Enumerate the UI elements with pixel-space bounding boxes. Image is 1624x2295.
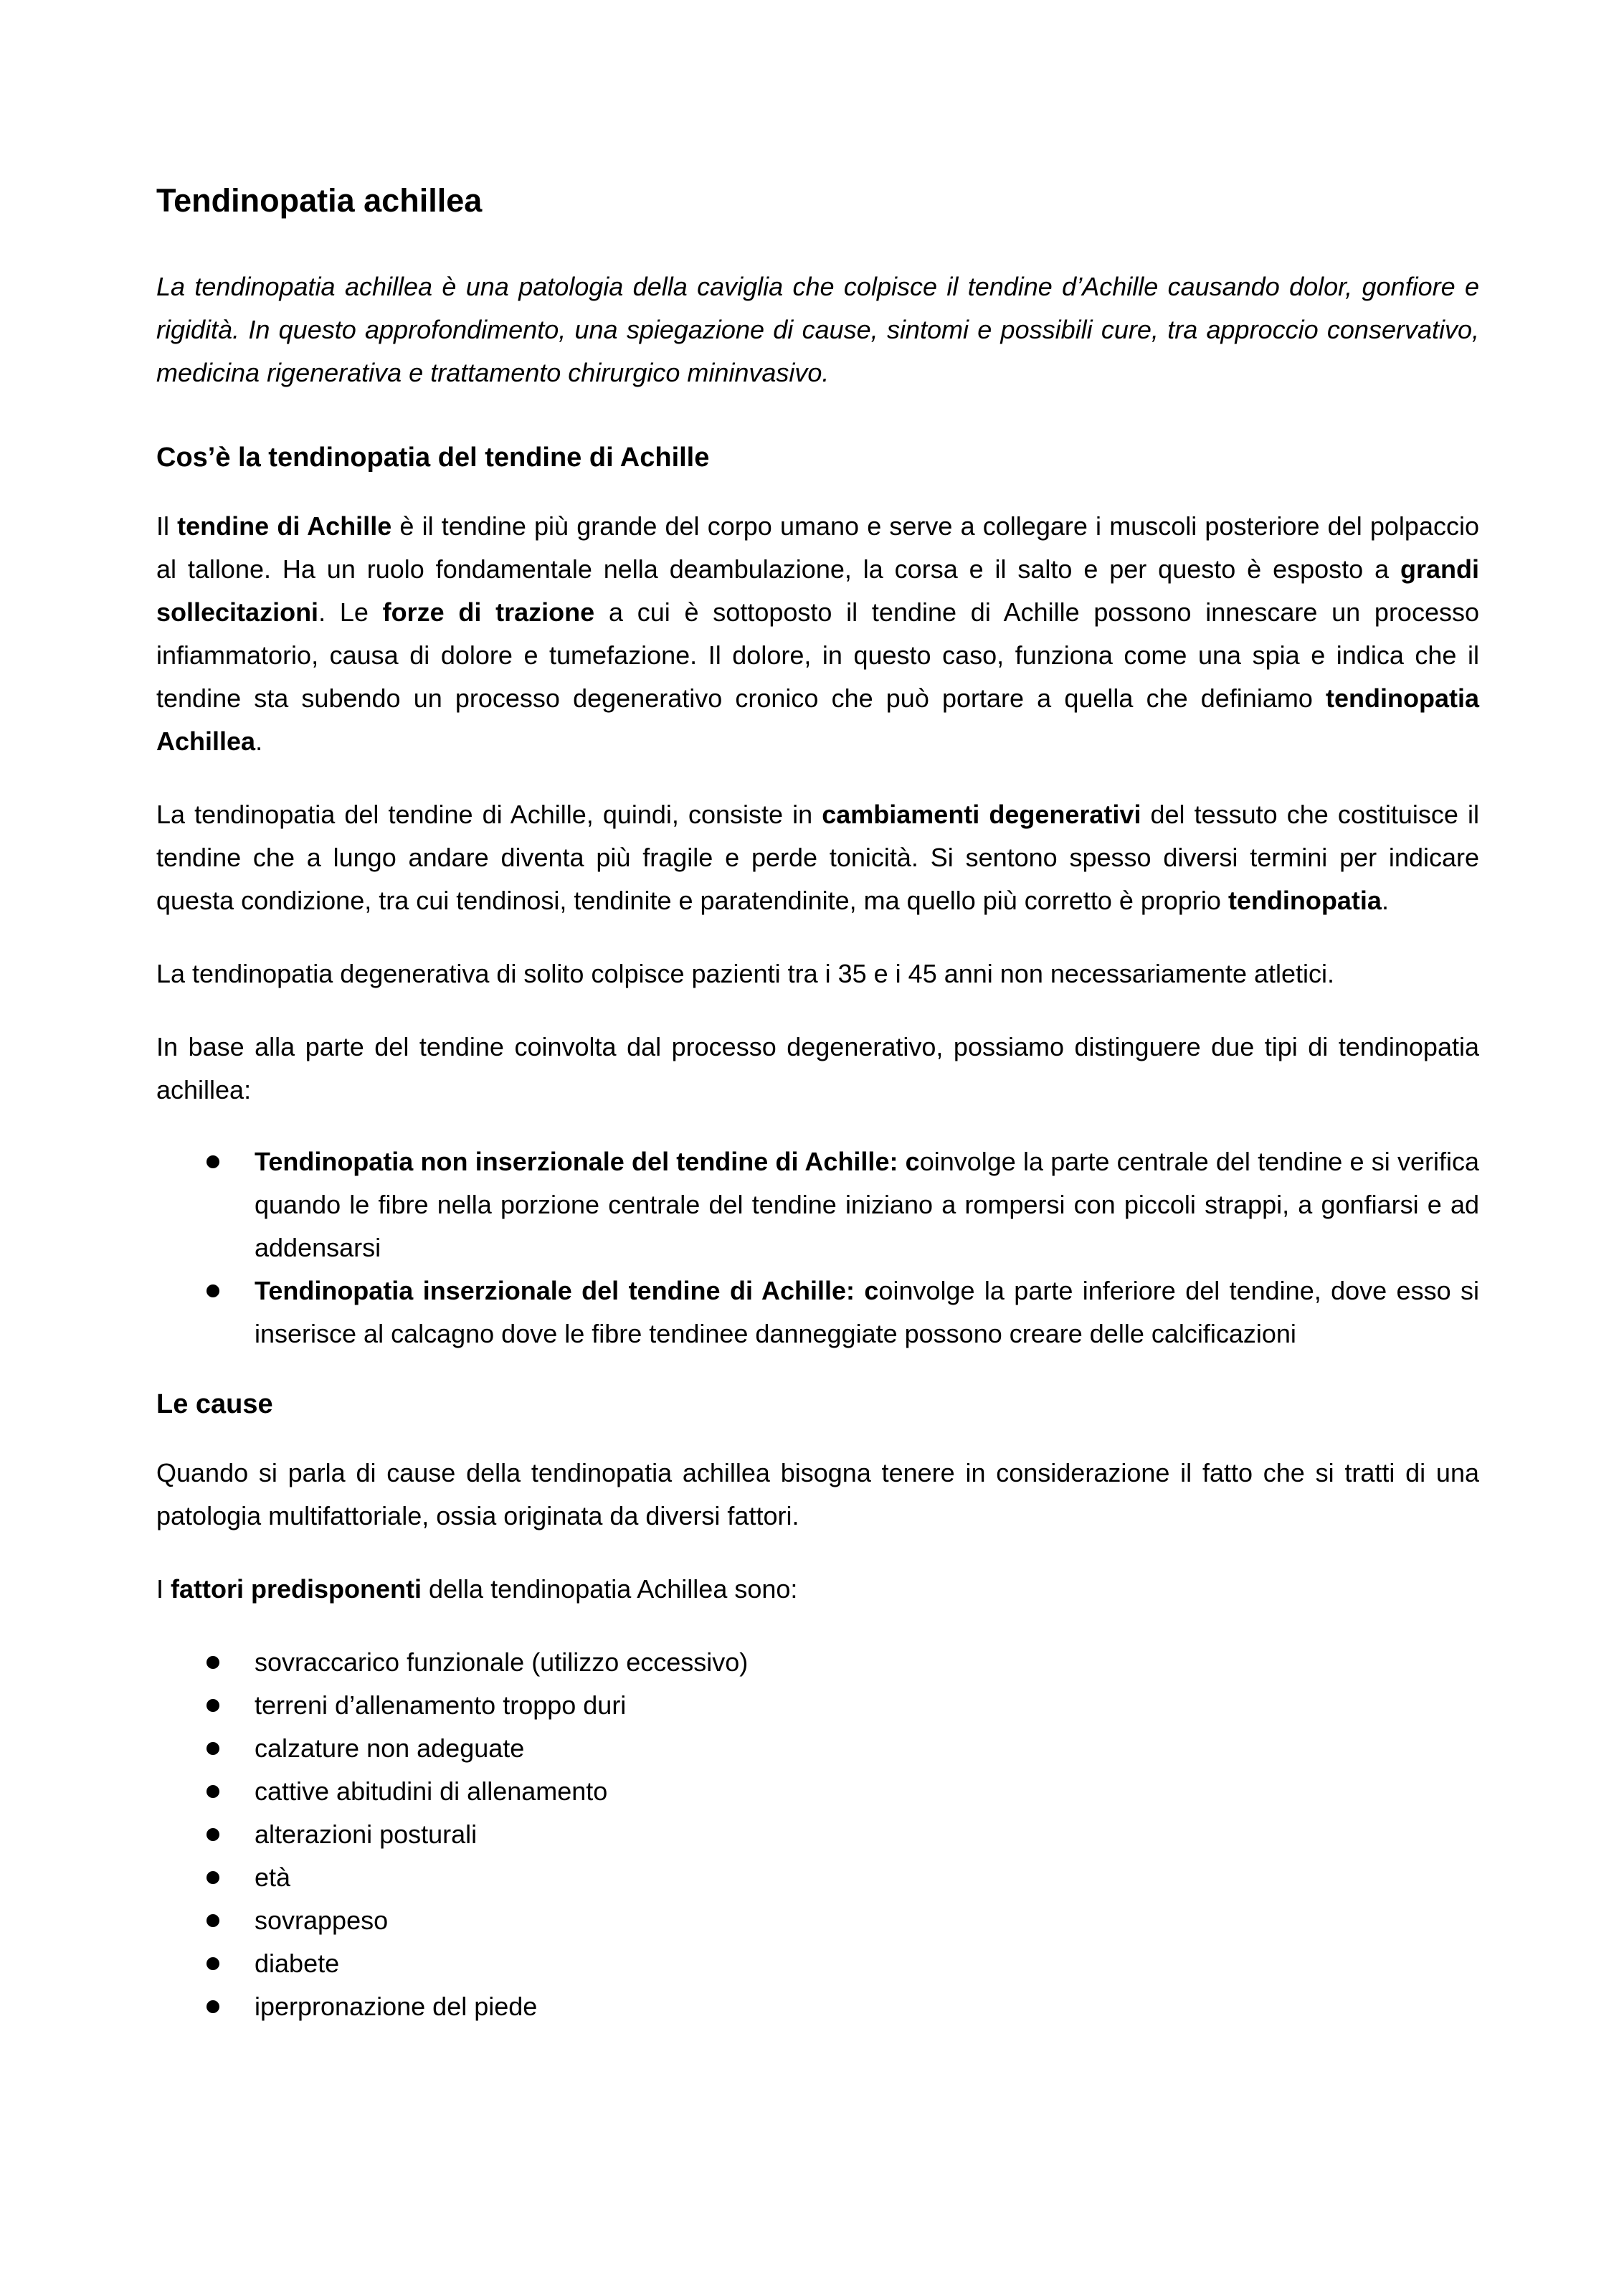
page-title: Tendinopatia achillea [156,182,483,219]
text-run: della tendinopatia Achillea sono: [422,1574,798,1604]
section-heading-what-is: Cos’è la tendinopatia del tendine di Achille [156,443,710,473]
paragraph-multifactorial: Quando si parla di cause della tendinopatia achillea bisogna tenere in considerazione il fatto che si tratti di una patologia multifattoriale, ossia originata da diversi fattori. [156,1458,1479,1530]
list-item: calzature non adeguate [156,1727,1479,1770]
document-page [156,179,1479,2058]
bold-run: forze di trazione [382,597,595,627]
list-item: età [156,1856,1479,1899]
paragraph-factors-intro [156,1568,1479,1611]
text-run: oinvolge la parte inferiore del tendine, dove esso si inserisce al calcagno dove le fibre tendinee danneggiate possono creare delle calcificazioni [255,1276,1479,1348]
text-run: a cui è sottoposto il tendine di Achille possono innescare un processo infiammatorio, causa di dolore e tumefazione. Il dolore, in questo caso, funziona come una spia e indica che il tendine sta subendo un processo degenerativo cronico che può portare a quella che definiamo [156,597,1479,713]
list-item: terreni d’allenamento troppo duri [156,1684,1479,1727]
tendinopathy-types-list [156,1140,1479,1355]
text-run: . [1381,886,1389,915]
bold-run: cambiamenti degenerativi [822,800,1141,829]
text-run: è il tendine più grande del corpo umano e serve a collegare i muscoli posteriore del polpaccio al tallone. Ha un ruolo fondamentale nella deambulazione, la corsa e il salto e per questo è esposto a [156,511,1479,584]
bold-run: tendine di Achille [177,511,392,541]
bold-run: fattori predisponenti [171,1574,422,1604]
list-item: sovrappeso [156,1899,1479,1942]
list-item: cattive abitudini di allenamento [156,1770,1479,1813]
list-item [156,1269,1479,1355]
text-run: La tendinopatia del tendine di Achille, quindi, consiste in [156,800,822,829]
intro-paragraph: La tendinopatia achillea è una patologia della caviglia che colpisce il tendine d’Achille causando dolor, gonfiore e rigidità. In questo approfondimento, una spiegazione di cause, sintomi e possibili cure, tra approccio conservativo, medicina rigenerativa e trattamento chirurgico mininvasivo. [156,272,1479,387]
text-run: del tessuto che costituisce il tendine che a lungo andare diventa più fragile e perde tonicità. Si sentono spesso diversi termini per indicare questa condizione, tra cui tendinosi, tendinite e paratendinite, ma quello più corretto è proprio [156,800,1479,915]
text-run: . [255,727,263,756]
bold-run: tendinopatia Achillea [156,683,1479,756]
list-item: alterazioni posturali [156,1813,1479,1856]
paragraph-types-intro: In base alla parte del tendine coinvolta dal processo degenerativo, possiamo distinguere due tipi di tendinopatia achillea: [156,1032,1479,1104]
bold-run: grandi sollecitazioni [156,554,1479,627]
list-item [156,1140,1479,1269]
list-item: iperpronazione del piede [156,1985,1479,2028]
list-item: sovraccarico funzionale (utilizzo eccessivo) [156,1641,1479,1684]
text-run: oinvolge la parte centrale del tendine e si verifica quando le fibre nella porzione centrale del tendine iniziano a rompersi con piccoli strappi, a gonfiarsi e ad addensarsi [255,1147,1479,1262]
bold-run: Tendinopatia inserzionale del tendine di Achille: c [255,1276,879,1305]
paragraph-definition [156,505,1479,763]
paragraph-age-range: La tendinopatia degenerativa di solito colpisce pazienti tra i 35 e i 45 anni non necessariamente atletici. [156,959,1335,988]
bold-run: tendinopatia [1228,886,1382,915]
text-run: I [156,1574,171,1604]
predisposing-factors-list [156,1641,1479,2028]
paragraph-degenerative-changes [156,793,1479,922]
text-run: Il [156,511,178,541]
section-heading-causes: Le cause [156,1389,273,1419]
text-run: . Le [318,597,383,627]
list-item: diabete [156,1942,1479,1985]
bold-run: Tendinopatia non inserzionale del tendine di Achille: c [255,1147,920,1176]
